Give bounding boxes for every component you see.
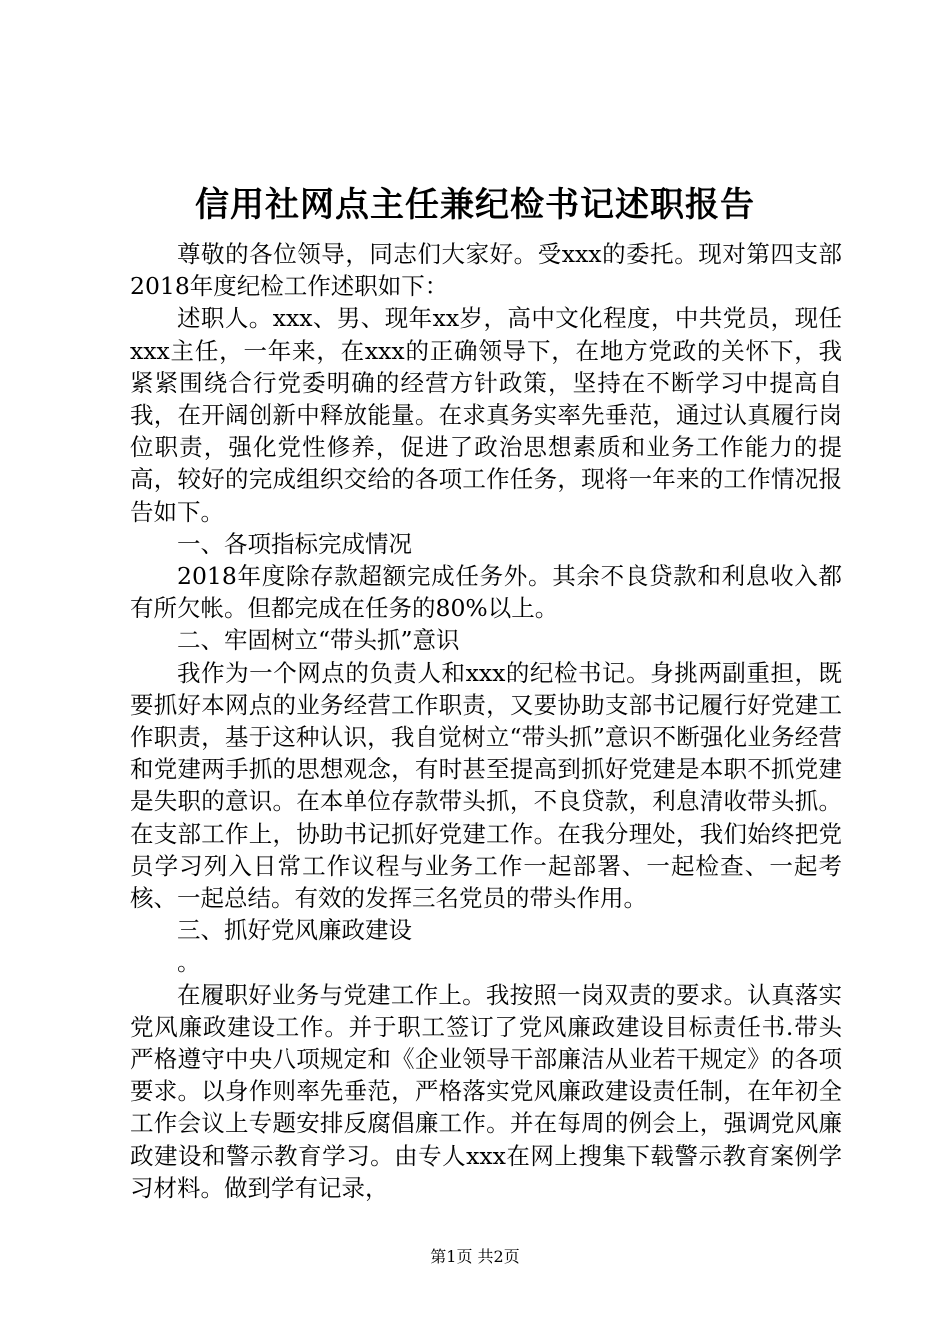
paragraph-section-2: 我作为一个网点的负责人和xxx的纪检书记。身挑两副重担，既要抓好本网点的业务经营工作职责，又要协助支部书记履行好党建工作职责，基于这种认识，我自觉树立“带头抓”意识不断强化业务经营和党建两手抓的思想观念，有时甚至提高到抓好党建是本职不抓党建是失职的意识。在本单位存款带头抓，不良贷款，利息清收带头抓。在支部工作上，协助书记抓好党建工作。在我分理处，我们始终把党员学习列入日常工作议程与业务工作一起部署、一起检查、一起考核、一起总结。有效的发挥三名党员的带头作用。 bbox=[130, 658, 842, 913]
paragraph-section-1: 2018年度除存款超额完成任务外。其余不良贷款和利息收入都有所欠帐。但都完成在任务的80%以上。 bbox=[130, 562, 842, 623]
paragraph-section-3: 在履职好业务与党建工作上。我按照一岗双责的要求。认真落实党风廉政建设工作。并于职工签订了党风廉政建设目标责任书.带头严格遵守中央八项规定和《企业领导干部廉洁从业若干规定》的各项要求。以身作则率先垂范，严格落实党风廉政建设责任制，在年初全工作会议上专题安排反腐倡廉工作。并在每周的例会上，强调党风廉政建设和警示教育学习。由专人xxx在网上搜集下载警示教育案例学习材料。做到学有记录， bbox=[130, 980, 842, 1202]
paragraph-introduction: 述职人。xxx、男、现年xx岁，高中文化程度，中共党员，现任xxx主任，一年来，在xxx的正确领导下，在地方党政的关怀下，我紧紧围绕合行党委明确的经营方针政策，坚持在不断学习中提高自我，在开阔创新中释放能量。在求真务实率先垂范，通过认真履行岗位职责，强化党性修养，促进了政治思想素质和业务工作能力的提高，较好的完成组织交给的各项工作任务，现将一年来的工作情况报告如下。 bbox=[130, 304, 842, 526]
section-heading-1: 一、各项指标完成情况 bbox=[177, 529, 412, 558]
section-heading-3: 三、抓好党风廉政建设 bbox=[177, 916, 412, 945]
stray-period: 。 bbox=[177, 948, 201, 977]
paragraph-greeting: 尊敬的各位领导，同志们大家好。受xxx的委托。现对第四支部2018年度纪检工作述职如下： bbox=[130, 240, 842, 301]
document-title: 信用社网点主任兼纪检书记述职报告 bbox=[195, 185, 755, 225]
section-heading-2: 二、牢固树立“带头抓”意识 bbox=[177, 626, 460, 655]
document-body bbox=[130, 238, 842, 1204]
page-number-footer: 第1页 共2页 bbox=[430, 1247, 520, 1266]
